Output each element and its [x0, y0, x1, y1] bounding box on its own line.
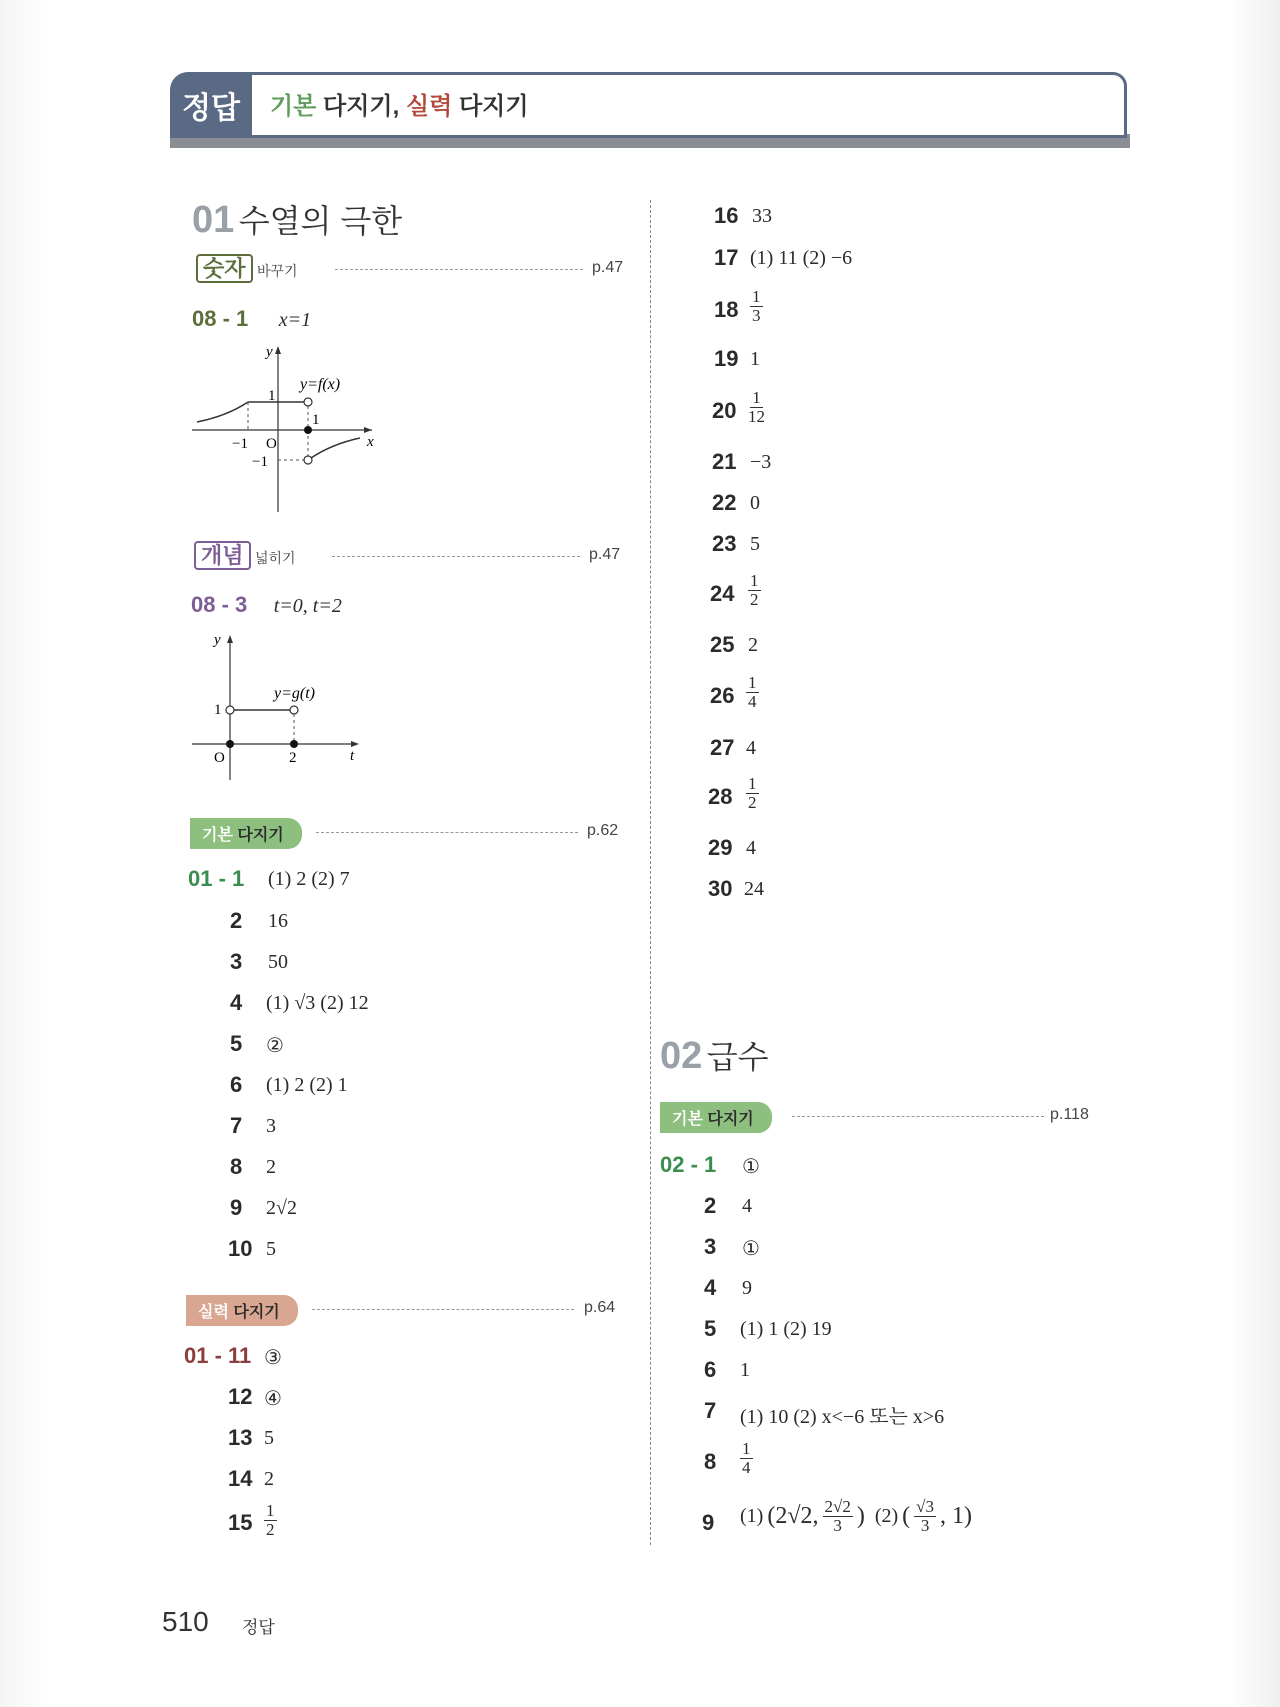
q20-denominator: 12 [748, 407, 765, 426]
q23-answer: 5 [750, 533, 760, 555]
s2-q9-part2-fraction [914, 1498, 936, 1535]
numbers-badge-sub: 바꾸기 [256, 263, 298, 279]
q8-answer: 2 [266, 1156, 276, 1178]
q18-number: 18 [714, 297, 739, 322]
section2-title: 급수 [706, 1039, 769, 1075]
graph-f-origin: O [266, 436, 277, 452]
section1-title: 수열의 극한 [238, 203, 403, 239]
basic1-leader-line [316, 832, 578, 833]
basic1-pill-bold: 다지기 [237, 827, 284, 844]
q18-answer-fraction [750, 288, 763, 325]
s2-q6-number: 6 [704, 1357, 717, 1382]
q02-1-number: 02 - 1 [660, 1152, 717, 1177]
advanced-page-ref: p.64 [584, 1299, 616, 1316]
q08-3-number: 08 - 3 [191, 592, 248, 617]
graph-g-one: 1 [214, 702, 222, 718]
q20-numerator: 1 [752, 388, 761, 407]
s2-q9-part1-denominator: 3 [833, 1516, 842, 1535]
q01-1-number: 01 - 1 [188, 866, 245, 891]
s2-q7-answer: (1) 10 (2) x<−6 또는 x>6 [740, 1406, 945, 1428]
q15-number: 15 [228, 1510, 253, 1535]
q13-answer: 5 [264, 1427, 274, 1449]
s2-q2-number: 2 [704, 1193, 717, 1218]
concept-leader-line [332, 556, 580, 557]
basic1-pill-light: 기본 [202, 827, 233, 844]
header-title-advanced: 실력 [405, 93, 453, 120]
section2-number: 02 [660, 1035, 703, 1077]
graph-f-neg-one-x: −1 [232, 436, 248, 452]
basic2-page-ref: p.118 [1050, 1106, 1089, 1123]
s2-q9-part2-denominator: 3 [920, 1516, 930, 1535]
q24-answer-fraction [748, 572, 761, 609]
q08-1-row [192, 306, 311, 332]
q26-numerator: 1 [748, 673, 757, 692]
graph-g-origin: O [214, 750, 225, 766]
q27-answer: 4 [746, 737, 756, 759]
q29-answer: 4 [746, 837, 756, 859]
graph-g-y-label: y [214, 632, 221, 648]
graph-f-of-x [192, 342, 382, 514]
q14-answer: 2 [264, 1468, 274, 1490]
basic2-pill [660, 1102, 772, 1133]
q01-1-answer: (1) 2 (2) 7 [268, 868, 350, 890]
q9-number: 9 [230, 1195, 243, 1220]
q25-answer: 2 [748, 634, 758, 656]
basic1-pill [190, 818, 302, 849]
q13-number: 13 [228, 1425, 253, 1450]
s2-q9-number: 9 [702, 1510, 715, 1535]
s2-q5-answer: (1) 1 (2) 19 [740, 1318, 832, 1340]
q18-numerator: 1 [752, 287, 761, 306]
q18-denominator: 3 [752, 306, 761, 325]
q08-3-answer: t=0, t=2 [273, 595, 342, 617]
graph-f-neg-one-y: −1 [252, 454, 268, 470]
q9-answer: 2√2 [266, 1197, 297, 1219]
q30-answer: 24 [744, 878, 764, 900]
q25-number: 25 [710, 632, 735, 657]
q24-denominator: 2 [750, 590, 759, 609]
s2-q9-part2-label: (2) [874, 1505, 899, 1527]
s2-q8-number: 8 [704, 1449, 717, 1474]
q02-1-answer: ① [742, 1156, 760, 1178]
concept-badge-sub: 넓히기 [254, 550, 296, 566]
q2-number: 2 [230, 908, 243, 933]
q10-answer: 5 [266, 1238, 276, 1260]
q20-answer-fraction [748, 389, 765, 426]
advanced-pill-bold: 다지기 [233, 1304, 280, 1321]
q2-answer: 16 [268, 910, 288, 932]
s2-q9-part1-close: ) [856, 1503, 865, 1529]
q15-denominator: 2 [266, 1520, 275, 1539]
q16-answer: 33 [752, 205, 772, 227]
q23-number: 23 [712, 531, 737, 556]
graph-f-one-x: 1 [312, 412, 320, 428]
q12-number: 12 [228, 1384, 253, 1409]
graph-f-x-label: x [367, 434, 374, 450]
q08-1-answer: x=1 [278, 309, 312, 331]
q26-answer-fraction [746, 674, 759, 711]
q14-number: 14 [228, 1466, 253, 1491]
basic1-page-ref: p.62 [587, 822, 619, 839]
header-title-sep1: 다지기, [316, 93, 406, 120]
graph-g-of-t [192, 628, 362, 782]
q01-11-answer: ③ [264, 1347, 282, 1369]
s2-q9-part1-label: (1) [740, 1505, 764, 1527]
q10-number: 10 [228, 1236, 253, 1261]
q26-denominator: 4 [748, 692, 757, 711]
header-title-sep2: 다지기 [452, 93, 529, 120]
q28-answer-fraction [746, 775, 759, 812]
q21-answer: −3 [750, 451, 772, 473]
q28-numerator: 1 [748, 774, 757, 793]
numbers-badge: 숫자 [196, 254, 253, 283]
q29-number: 29 [708, 835, 733, 860]
s2-q4-answer: 9 [742, 1277, 752, 1299]
q21-number: 21 [712, 449, 737, 474]
numbers-badge-row [196, 255, 298, 283]
q6-number: 6 [230, 1072, 243, 1097]
advanced-pill-light: 실력 [198, 1304, 229, 1321]
header-title-basic: 기본 [270, 93, 317, 120]
q26-number: 26 [710, 683, 735, 708]
q12-answer: ④ [264, 1388, 282, 1410]
q27-number: 27 [710, 735, 735, 760]
q5-number: 5 [230, 1031, 243, 1056]
concept-badge: 개념 [194, 541, 251, 570]
q7-answer: 3 [266, 1115, 276, 1137]
section2-heading [660, 1032, 769, 1078]
s2-q3-number: 3 [704, 1234, 717, 1259]
graph-g-two: 2 [289, 750, 297, 766]
q22-number: 22 [712, 490, 737, 515]
graph-f-func-label: y=f(x) [300, 376, 341, 393]
q17-answer: (1) 11 (2) −6 [750, 247, 853, 269]
q5-answer: ② [266, 1035, 284, 1057]
q8-number: 8 [230, 1154, 243, 1179]
s2-q9-part2-open: ( [902, 1503, 911, 1529]
advanced-leader-line [312, 1309, 574, 1310]
numbers-page-ref: p.47 [592, 259, 624, 276]
s2-q2-answer: 4 [742, 1195, 752, 1217]
s2-q8-numerator: 1 [742, 1439, 751, 1458]
s2-q3-answer: ① [742, 1238, 760, 1260]
header-tag: 정답 [170, 72, 252, 138]
concept-badge-row [194, 542, 296, 570]
advanced-pill [186, 1295, 298, 1326]
s2-q9-answer [740, 1498, 972, 1535]
s2-q9-part2-close: , 1) [940, 1503, 973, 1529]
chapter-header [170, 72, 1130, 142]
s2-q8-denominator: 4 [742, 1458, 751, 1477]
q4-answer: (1) √3 (2) 12 [266, 992, 369, 1014]
q28-denominator: 2 [748, 793, 757, 812]
q3-number: 3 [230, 949, 243, 974]
numbers-leader-line [335, 269, 583, 270]
q22-answer: 0 [750, 492, 760, 514]
s2-q9-part1-numerator: 2√2 [824, 1497, 851, 1516]
q6-answer: (1) 2 (2) 1 [266, 1074, 348, 1096]
s2-q7-number: 7 [704, 1398, 717, 1423]
concept-page-ref: p.47 [589, 546, 621, 563]
column-divider [650, 200, 651, 1545]
basic2-leader-line [792, 1116, 1044, 1117]
q4-number: 4 [230, 990, 243, 1015]
q15-numerator: 1 [266, 1501, 275, 1520]
q19-number: 19 [714, 346, 739, 371]
q28-number: 28 [708, 784, 733, 809]
header-title [270, 86, 529, 121]
q01-11-number: 01 - 11 [184, 1343, 252, 1368]
q7-number: 7 [230, 1113, 243, 1138]
q30-number: 30 [708, 876, 733, 901]
s2-q4-number: 4 [704, 1275, 717, 1300]
q15-answer-fraction [264, 1502, 277, 1539]
s2-q8-answer-fraction [740, 1440, 753, 1477]
graph-f-one-y: 1 [268, 388, 276, 404]
footer-page-number: 510 [162, 1606, 209, 1637]
q24-numerator: 1 [750, 571, 759, 590]
s2-q5-number: 5 [704, 1316, 717, 1341]
q3-answer: 50 [268, 951, 288, 973]
graph-g-func-label: y=g(t) [274, 685, 315, 702]
q08-3-row [191, 592, 342, 618]
q19-answer: 1 [750, 348, 760, 370]
q16-number: 16 [714, 203, 739, 228]
graph-g-t-label: t [350, 748, 355, 764]
s2-q9-part1-fraction [823, 1498, 853, 1535]
s2-q6-answer: 1 [740, 1359, 750, 1381]
section1-number: 01 [192, 199, 235, 241]
s2-q9-part2-numerator: √3 [916, 1497, 935, 1516]
s2-q9-part1-open: (2√2, [767, 1503, 819, 1529]
q17-number: 17 [714, 245, 739, 270]
footer-label: 정답 [242, 1618, 275, 1637]
section1-heading [192, 196, 402, 242]
basic2-pill-light: 기본 [672, 1111, 703, 1128]
q08-1-number: 08 - 1 [192, 306, 249, 331]
q20-number: 20 [712, 398, 737, 423]
q24-number: 24 [710, 581, 735, 606]
graph-f-y-label: y [266, 344, 273, 360]
basic2-pill-bold: 다지기 [707, 1111, 754, 1128]
